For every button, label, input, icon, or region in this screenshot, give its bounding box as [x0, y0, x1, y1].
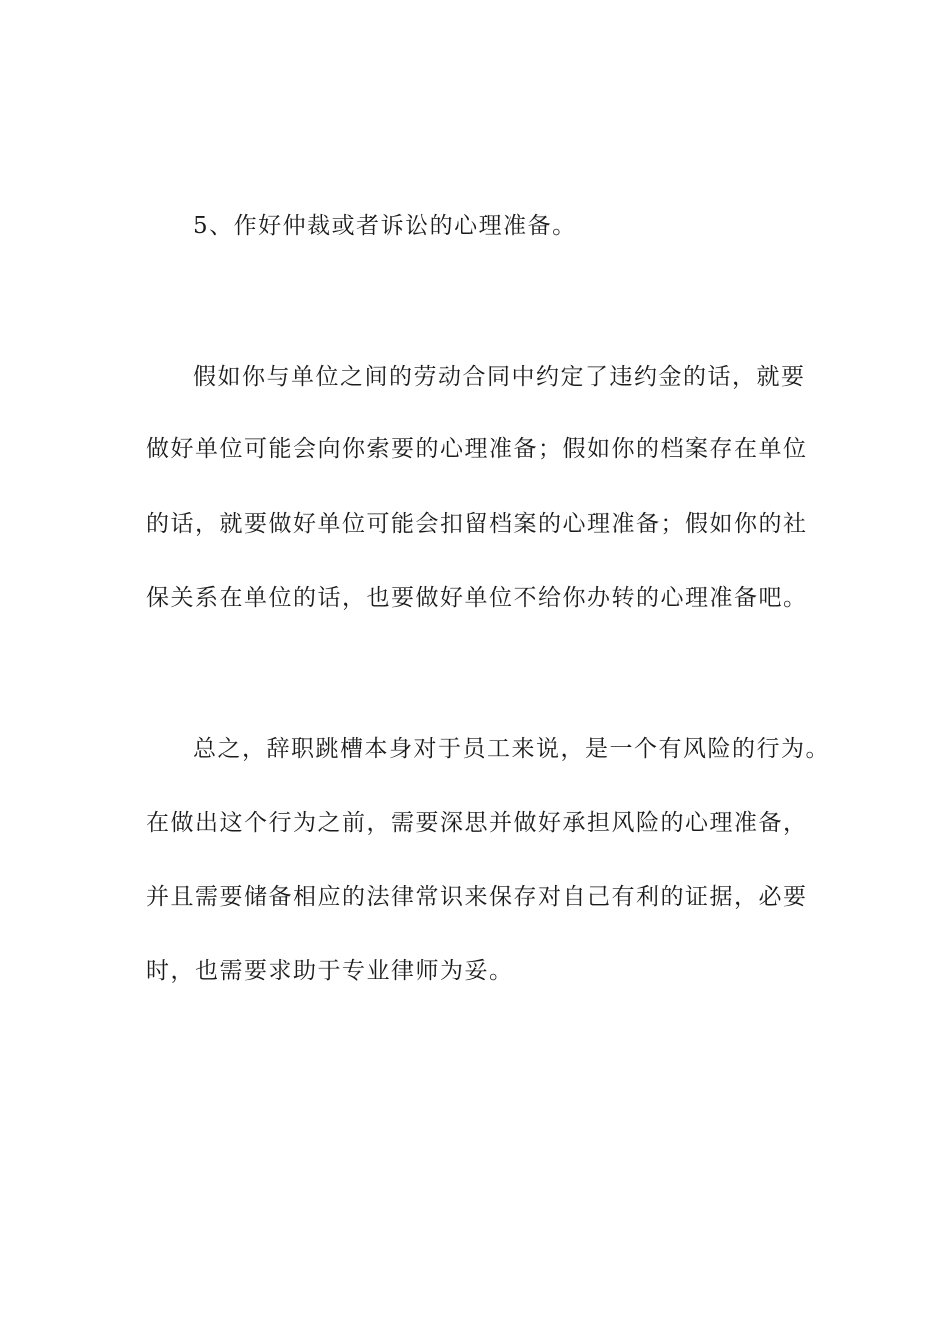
paragraph-line: 在做出这个行为之前，需要深思并做好承担风险的心理准备， [146, 810, 808, 836]
paragraph-line: 保关系在单位的话，也要做好单位不给你办转的心理准备吧。 [146, 585, 808, 611]
paragraph-line: 总之，辞职跳槽本身对于员工来说，是一个有风险的行为。 [193, 736, 830, 762]
paragraph-line: 并且需要储备相应的法律常识来保存对自己有利的证据，必要 [146, 884, 808, 910]
section-heading: 5、作好仲裁或者诉讼的心理准备。 [193, 213, 577, 239]
paragraph-line: 假如你与单位之间的劳动合同中约定了违约金的话，就要 [193, 364, 806, 390]
paragraph-line: 时，也需要求助于专业律师为妥。 [146, 958, 514, 984]
paragraph-line: 做好单位可能会向你索要的心理准备；假如你的档案存在单位 [146, 436, 808, 462]
paragraph-line: 的话，就要做好单位可能会扣留档案的心理准备；假如你的社 [146, 511, 808, 537]
